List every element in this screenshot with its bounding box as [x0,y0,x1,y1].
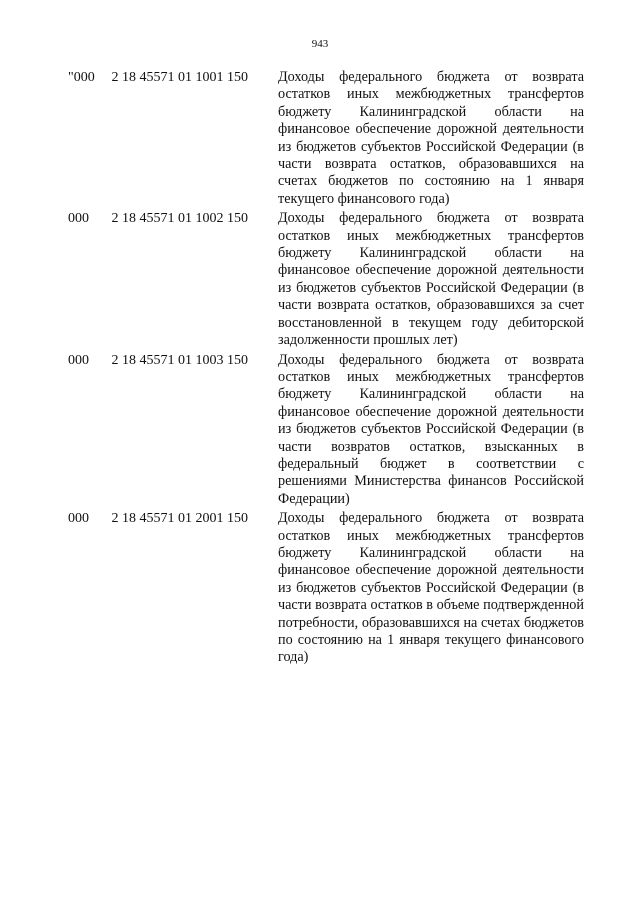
revenue-code-list [64,69,594,669]
entry-description: Доходы федерального бюджета от возврата остатков иных межбюджетных трансфертов бюджету Калининградской области на финансовое обеспечение дорожной деятельности из бюджетов субъектов Российской Федерации (в части возврата остатков в объеме подтвержденной потребности, образовавшихся на счетах бюджетов по состоянию на 1 января текущего финансового года) [278,510,584,666]
admin-code: "000 [68,70,95,85]
revenue-entry [64,510,594,667]
revenue-entry [64,69,594,208]
revenue-entry [64,210,594,349]
admin-code: 000 [68,511,89,527]
entry-description: Доходы федерального бюджета от возврата остатков иных межбюджетных трансфертов бюджету Калининградской области на финансовое обеспечение дорожной деятельности из бюджетов субъектов Российской Федерации (в части возврата остатков, образовавшихся на счетах бюджетов по состоянию на 1 января текущего финансового года) [278,69,584,207]
code-column [64,69,278,86]
entry-description: Доходы федерального бюджета от возврата остатков иных межбюджетных трансфертов бюджету Калининградской области на финансовое обеспечение дорожной деятельности из бюджетов субъектов Российской Федерации (в части возвратов остатков, взысканных в федеральный бюджет в соответствии с решениями Министерства финансов Российской Федерации) [278,351,584,507]
entry-description: Доходы федерального бюджета от возврата остатков иных межбюджетных трансфертов бюджету Калининградской области на финансовое обеспечение дорожной деятельности из бюджетов субъектов Российской Федерации (в части возврата остатков, образовавшихся за счет восстановленной в текущем году дебиторской задолженности прошлых лет) [278,210,584,349]
budget-classification-code: 2 18 45571 01 2001 150 [111,511,248,527]
page-number: 943 [311,38,329,50]
admin-code: 000 [68,211,89,227]
code-column [64,210,278,227]
revenue-entry [64,352,594,509]
budget-classification-code: 2 18 45571 01 1003 150 [111,352,248,368]
budget-classification-code: 2 18 45571 01 1002 150 [111,211,248,227]
code-column [64,510,278,527]
code-column [64,352,278,369]
admin-code: 000 [68,352,89,368]
budget-classification-code: 2 18 45571 01 1001 150 [111,70,248,85]
